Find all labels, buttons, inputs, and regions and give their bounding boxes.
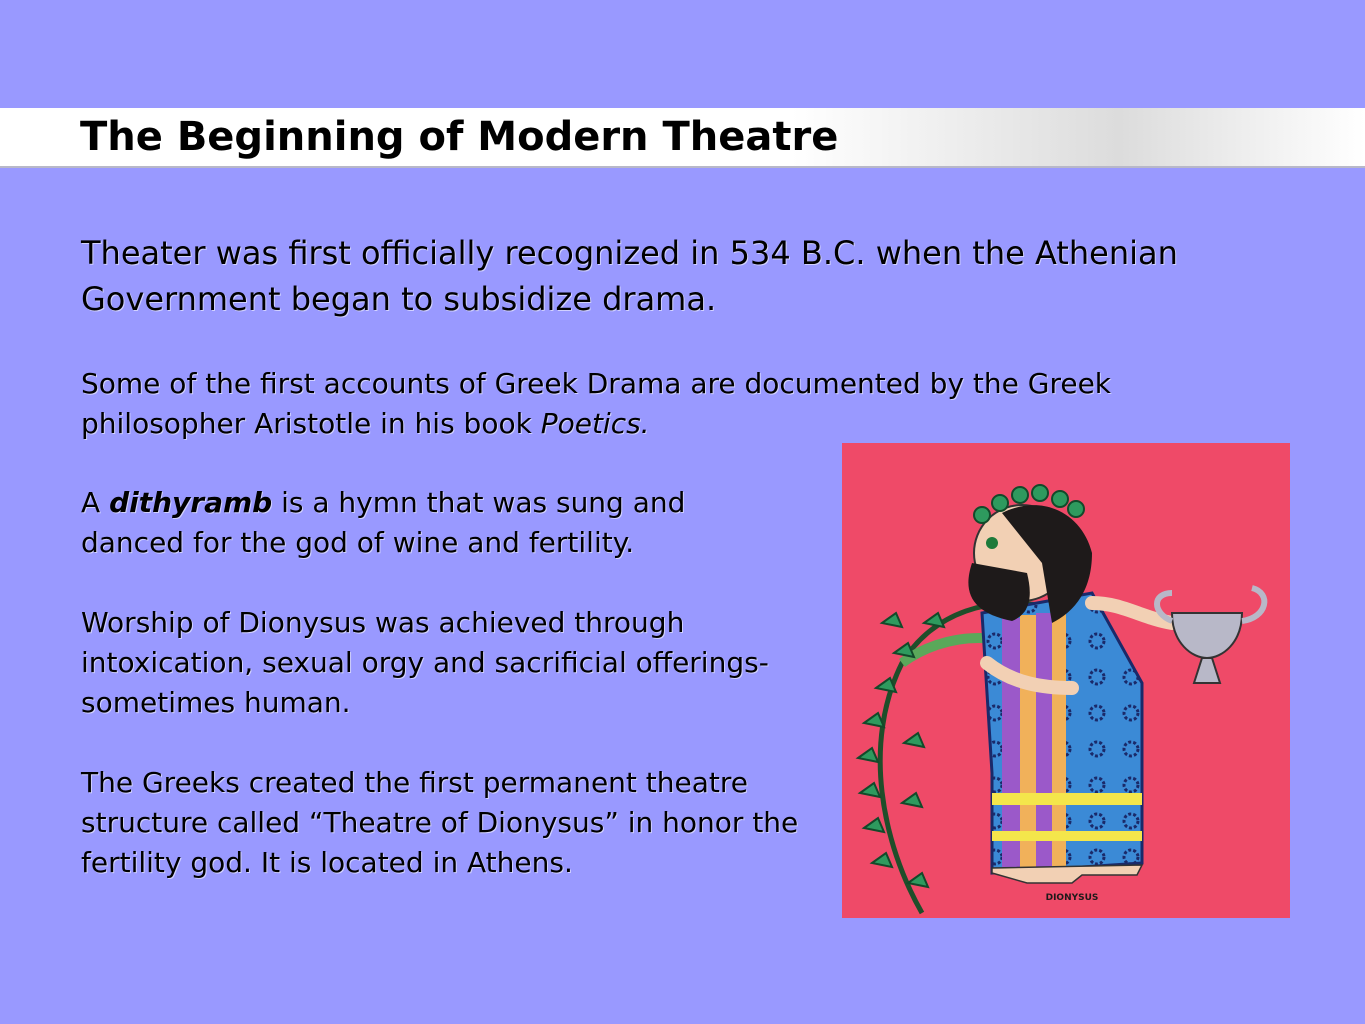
paragraph-aristotle-line-2 (81, 404, 1231, 444)
paragraph-dithyramb (81, 483, 841, 563)
paragraph-theatre-line-3: fertility god. It is located in Athens. (81, 846, 573, 879)
paragraph-theatre-line-1: The Greeks created the first permanent theatre (81, 766, 749, 799)
paragraph-theatre (81, 763, 841, 883)
paragraph-recognition (81, 230, 1261, 322)
paragraph-dithyramb-line-1 (81, 483, 841, 523)
dithyramb-term: dithyramb (109, 486, 273, 519)
robe-hem (992, 793, 1142, 805)
paragraph-aristotle-line-1: Some of the first accounts of Greek Drama are documented by the Greek (81, 367, 1112, 400)
robe-hem-2 (992, 831, 1142, 841)
dithyramb-rest: is a hymn that was sung and (272, 486, 686, 519)
paragraph-worship-line-3: sometimes human. (81, 686, 351, 719)
paragraph-worship-line-1: Worship of Dionysus was achieved through (81, 606, 685, 639)
paragraph-theatre-line-2: structure called “Theatre of Dionysus” in honor the (81, 806, 799, 839)
paragraph-dithyramb-line-2: danced for the god of wine and fertility. (81, 526, 635, 559)
paragraph-worship-line-2: intoxication, sexual orgy and sacrificial offerings- (81, 646, 769, 679)
eye (986, 537, 998, 549)
dithyramb-prefix: A (81, 486, 110, 519)
poetics-title: Poetics. (540, 407, 650, 440)
paragraph-worship (81, 603, 841, 723)
paragraph-recognition-line-2: Government began to subsidize drama. (81, 280, 717, 318)
image-caption: DIONYSUS (1045, 893, 1099, 903)
aristotle-text: philosopher Aristotle in his book (81, 407, 541, 440)
robe-stripes (1002, 611, 1066, 868)
dionysus-illustration (842, 443, 1290, 918)
paragraph-aristotle (81, 364, 1231, 444)
slide-title: The Beginning of Modern Theatre (80, 114, 839, 160)
paragraph-recognition-line-1: Theater was first officially recognized in 534 B.C. when the Athenian (81, 234, 1178, 272)
